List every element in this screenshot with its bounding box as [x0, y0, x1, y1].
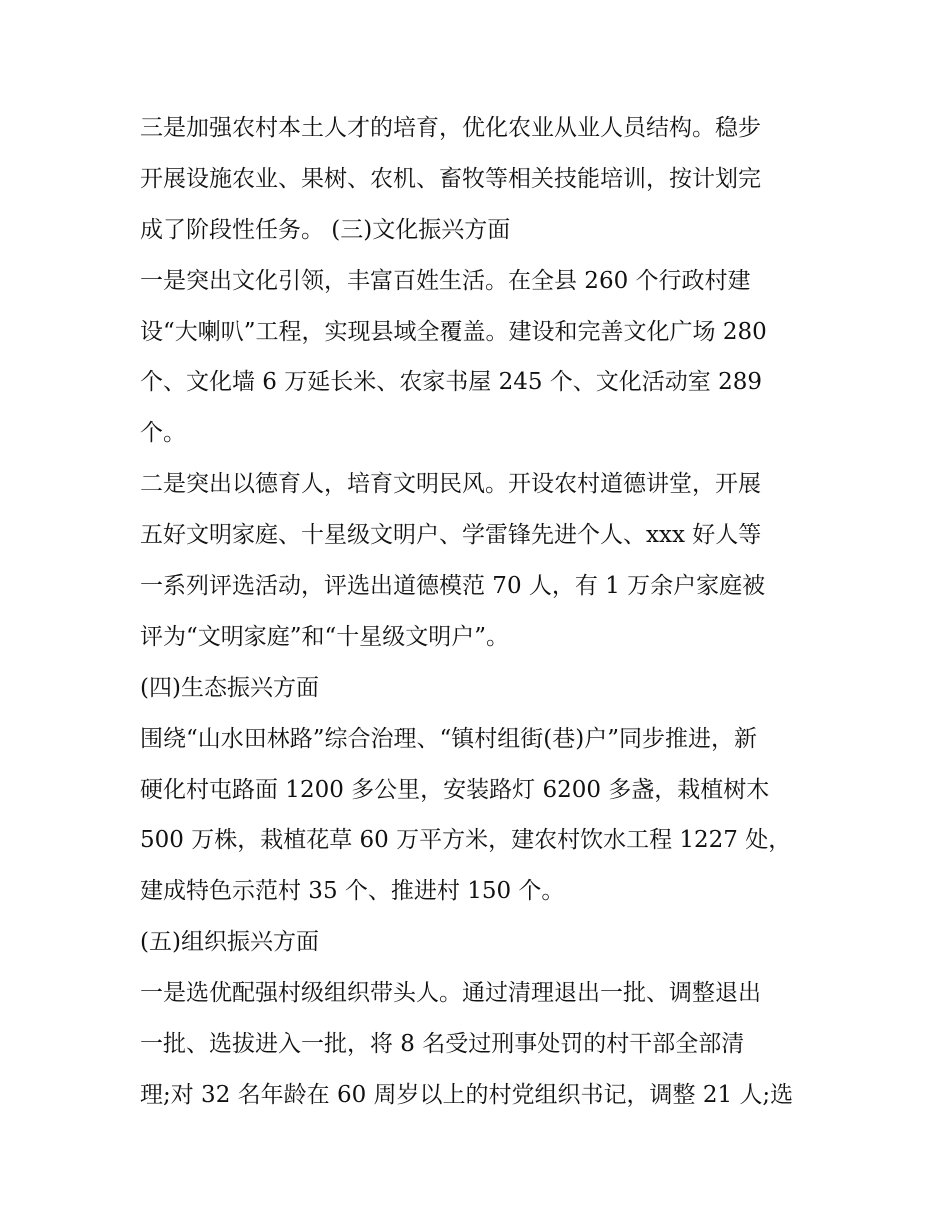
text-line: 评为“文明家庭”和“十星级文明户”。 [140, 623, 510, 650]
text-line: 三是加强农村本土人才的培育，优化农业从业人员结构。稳步 [140, 115, 761, 141]
text-line: 一系列评选活动，评选出道德模范 70 人，有 1 万余户家庭被 [140, 573, 766, 600]
text-line: 一是突出文化引领，丰富百姓生活。在全县 260 个行政村建 [140, 267, 751, 294]
text-line: 建成特色示范村 35 个、推进村 150 个。 [140, 878, 565, 905]
text-line: 个、文化墙 6 万延长米、农家书屋 245 个、文化活动室 289 [140, 369, 762, 396]
text-line: 成了阶段性任务。 (三)文化振兴方面 [140, 216, 511, 243]
text-line: 个。 [140, 420, 186, 447]
section-heading: (五)组织振兴方面 [140, 929, 319, 956]
text-line: 一批、选拔进入一批，将 8 名受过刑事处罚的村干部全部清 [140, 1031, 745, 1058]
document-body [140, 103, 820, 1121]
text-line: 围绕“山水田林路”综合治理、“镇村组街(巷)户”同步推进，新 [140, 725, 757, 752]
text-line: 理;对 32 名年龄在 60 周岁以上的村党组织书记，调整 21 人;选 [140, 1081, 794, 1108]
text-line: 一是选优配强村级组织带头人。通过清理退出一批、调整退出 [140, 980, 761, 1007]
text-line: 二是突出以德育人，培育文明民风。开设农村道德讲堂，开展 [140, 471, 761, 498]
text-line: 五好文明家庭、十星级文明户、学雷锋先进个人、xxx 好人等 [140, 522, 762, 549]
text-line: 开展设施农业、果树、农机、畜牧等相关技能培训，按计划完 [140, 165, 761, 192]
text-line: 设“大喇叭”工程，实现县域全覆盖。建设和完善文化广场 280 [140, 318, 767, 345]
text-line: 500 万株，栽植花草 60 万平方米，建农村饮水工程 1227 处， [140, 827, 792, 854]
text-line: 硬化村屯路面 1200 多公里，安装路灯 6200 多盏，栽植树木 [140, 776, 770, 803]
section-heading: (四)生态振兴方面 [140, 674, 319, 701]
